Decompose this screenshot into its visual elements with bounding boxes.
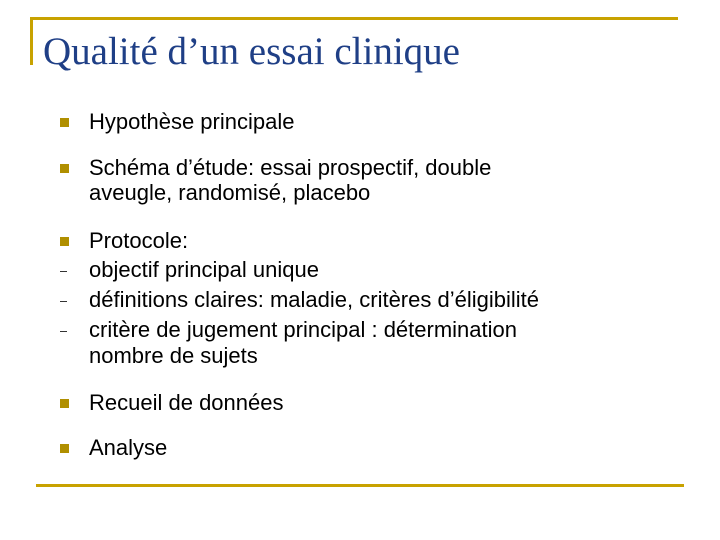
bullet-text: Protocole: bbox=[89, 228, 189, 253]
square-bullet-icon bbox=[60, 118, 69, 127]
bullet-text: Hypothèse principale bbox=[89, 109, 295, 134]
square-bullet-icon bbox=[60, 444, 69, 453]
bullet-text-continued: aveugle, randomisé, placebo bbox=[89, 180, 371, 205]
bullet-text: Recueil de données bbox=[89, 390, 284, 415]
sub-bullet-text: objectif principal unique bbox=[89, 257, 319, 282]
bullet-text: Schéma d’étude: essai prospectif, double bbox=[89, 155, 492, 180]
dash-bullet-icon bbox=[60, 301, 67, 302]
bullet-text: Analyse bbox=[89, 435, 168, 460]
sub-bullet-text-continued: nombre de sujets bbox=[89, 343, 258, 368]
dash-bullet-icon bbox=[60, 271, 67, 272]
square-bullet-icon bbox=[60, 164, 69, 173]
slide-title: Qualité d’un essai clinique bbox=[43, 30, 460, 73]
square-bullet-icon bbox=[60, 399, 69, 408]
bottom-rule bbox=[36, 484, 684, 487]
square-bullet-icon bbox=[60, 237, 69, 246]
sub-bullet-text: définitions claires: maladie, critères d’éligibilité bbox=[89, 287, 539, 312]
sub-bullet-text: critère de jugement principal : détermination bbox=[89, 317, 518, 342]
dash-bullet-icon bbox=[60, 331, 67, 332]
